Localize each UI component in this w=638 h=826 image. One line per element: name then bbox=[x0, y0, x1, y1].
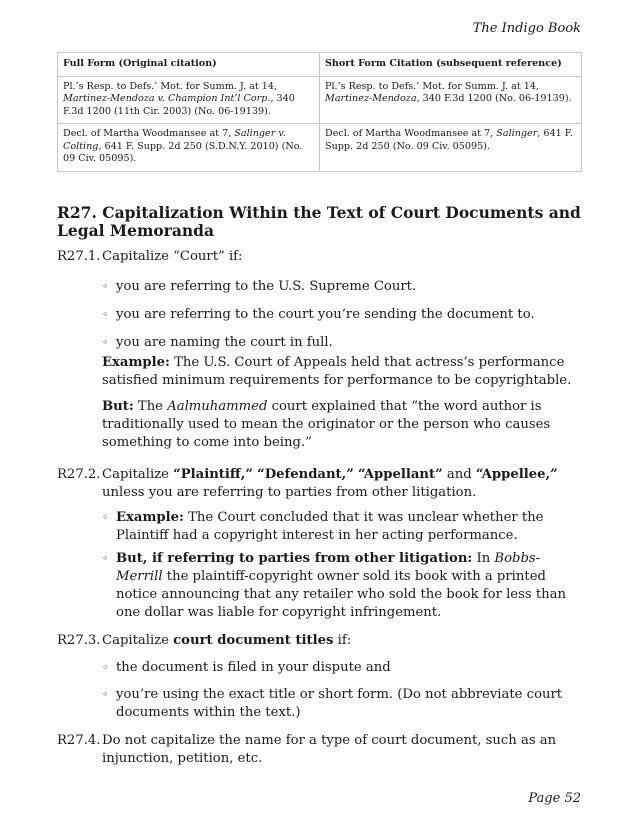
example-paragraph: Example: The U.S. Court of Appeals held that actress’s performance satisfied minimum requirements for performance to be copyrightable. bbox=[102, 355, 572, 388]
bullet-icon: ◦ bbox=[102, 308, 109, 321]
bullet-list bbox=[102, 659, 584, 722]
table-row bbox=[58, 124, 582, 172]
list-item: ◦ Example: The Court concluded that it was unclear whether the Plaintiff had a copyright interest in her acting performance. bbox=[102, 510, 544, 543]
rule-number: R27.2. bbox=[57, 467, 101, 482]
rule-text: Do not capitalize the name for a type of court document, such as an injunction, petition, etc. bbox=[102, 733, 557, 766]
table-cell: Decl. of Martha Woodmansee at 7, Salinger, 641 F. Supp. 2d 250 (No. 09 Civ. 05095). bbox=[320, 124, 582, 172]
table-row bbox=[58, 76, 582, 124]
bullet-icon: ◦ bbox=[102, 661, 109, 674]
list-item: ◦ you’re using the exact title or short form. (Do not abbreviate court documents within the text.) bbox=[102, 687, 563, 720]
column-header-full-form: Full Form (Original citation) bbox=[58, 53, 320, 77]
bullet-list bbox=[102, 278, 584, 352]
rule-number: R27.3. bbox=[57, 633, 101, 648]
rule-text: Capitalize “Plaintiff,” “Defendant,” “Appellant” and “Appellee,” unless you are referring to parties from other litigation. bbox=[102, 467, 558, 500]
list-item: ◦ the document is filed in your dispute and bbox=[102, 660, 391, 675]
table-cell: Pl.’s Resp. to Defs.’ Mot. for Summ. J. at 14, Martinez-Mendoza, 340 F.3d 1200 (No. 06-19139). bbox=[320, 76, 582, 124]
column-header-short-form: Short Form Citation (subsequent reference) bbox=[320, 53, 582, 77]
rule-number: R27.4. bbox=[57, 733, 101, 748]
rule-number: R27.1. bbox=[57, 249, 101, 264]
section-title: R27. Capitalization Within the Text of Court Documents and Legal Memoranda bbox=[57, 203, 581, 240]
rules-content bbox=[57, 204, 584, 782]
bullet-icon: ◦ bbox=[102, 280, 109, 293]
page-number: Page 52 bbox=[528, 791, 581, 806]
list-item: ◦ you are naming the court in full. bbox=[102, 335, 333, 350]
list-item: ◦ you are referring to the U.S. Supreme Court. bbox=[102, 279, 417, 294]
table-cell: Decl. of Martha Woodmansee at 7, Salinger v. Colting, 641 F. Supp. 2d 250 (S.D.N.Y. 2010) (No. 09 Civ. 05095). bbox=[58, 124, 320, 172]
table-cell: Pl.’s Resp. to Defs.’ Mot. for Summ. J. at 14, Martinez-Mendoza v. Champion Int’l Corp., 340 F.3d 1200 (11th Cir. 2003) (No. 06-19139). bbox=[58, 76, 320, 124]
but-paragraph: But: The Aalmuhammed court explained that “the word author is traditionally used to mean the originator or the person who causes something to come into being.” bbox=[102, 399, 551, 450]
citation-table bbox=[57, 52, 582, 172]
rule-27-2 bbox=[57, 466, 584, 622]
rule-27-3 bbox=[57, 632, 584, 722]
rule-text: Capitalize “Court” if: bbox=[102, 249, 243, 264]
bullet-icon: ◦ bbox=[102, 688, 109, 701]
list-item: ◦ But, if referring to parties from other litigation: In Bobbs-Merrill the plaintiff-copyright owner sold its book with a printed notice announcing that any retailer who sold the book for less than one dollar was liable for copyright infringement. bbox=[102, 551, 566, 620]
rule-27-4 bbox=[57, 732, 584, 772]
running-header: The Indigo Book bbox=[472, 21, 581, 36]
bullet-icon: ◦ bbox=[102, 511, 109, 524]
bullet-icon: ◦ bbox=[102, 552, 109, 565]
rule-text: Capitalize court document titles if: bbox=[102, 633, 352, 648]
list-item: ◦ you are referring to the court you’re sending the document to. bbox=[102, 307, 535, 322]
table-header-row bbox=[58, 53, 582, 77]
bullet-icon: ◦ bbox=[102, 336, 109, 349]
bullet-list bbox=[102, 509, 584, 622]
rule-27-1 bbox=[57, 248, 584, 456]
